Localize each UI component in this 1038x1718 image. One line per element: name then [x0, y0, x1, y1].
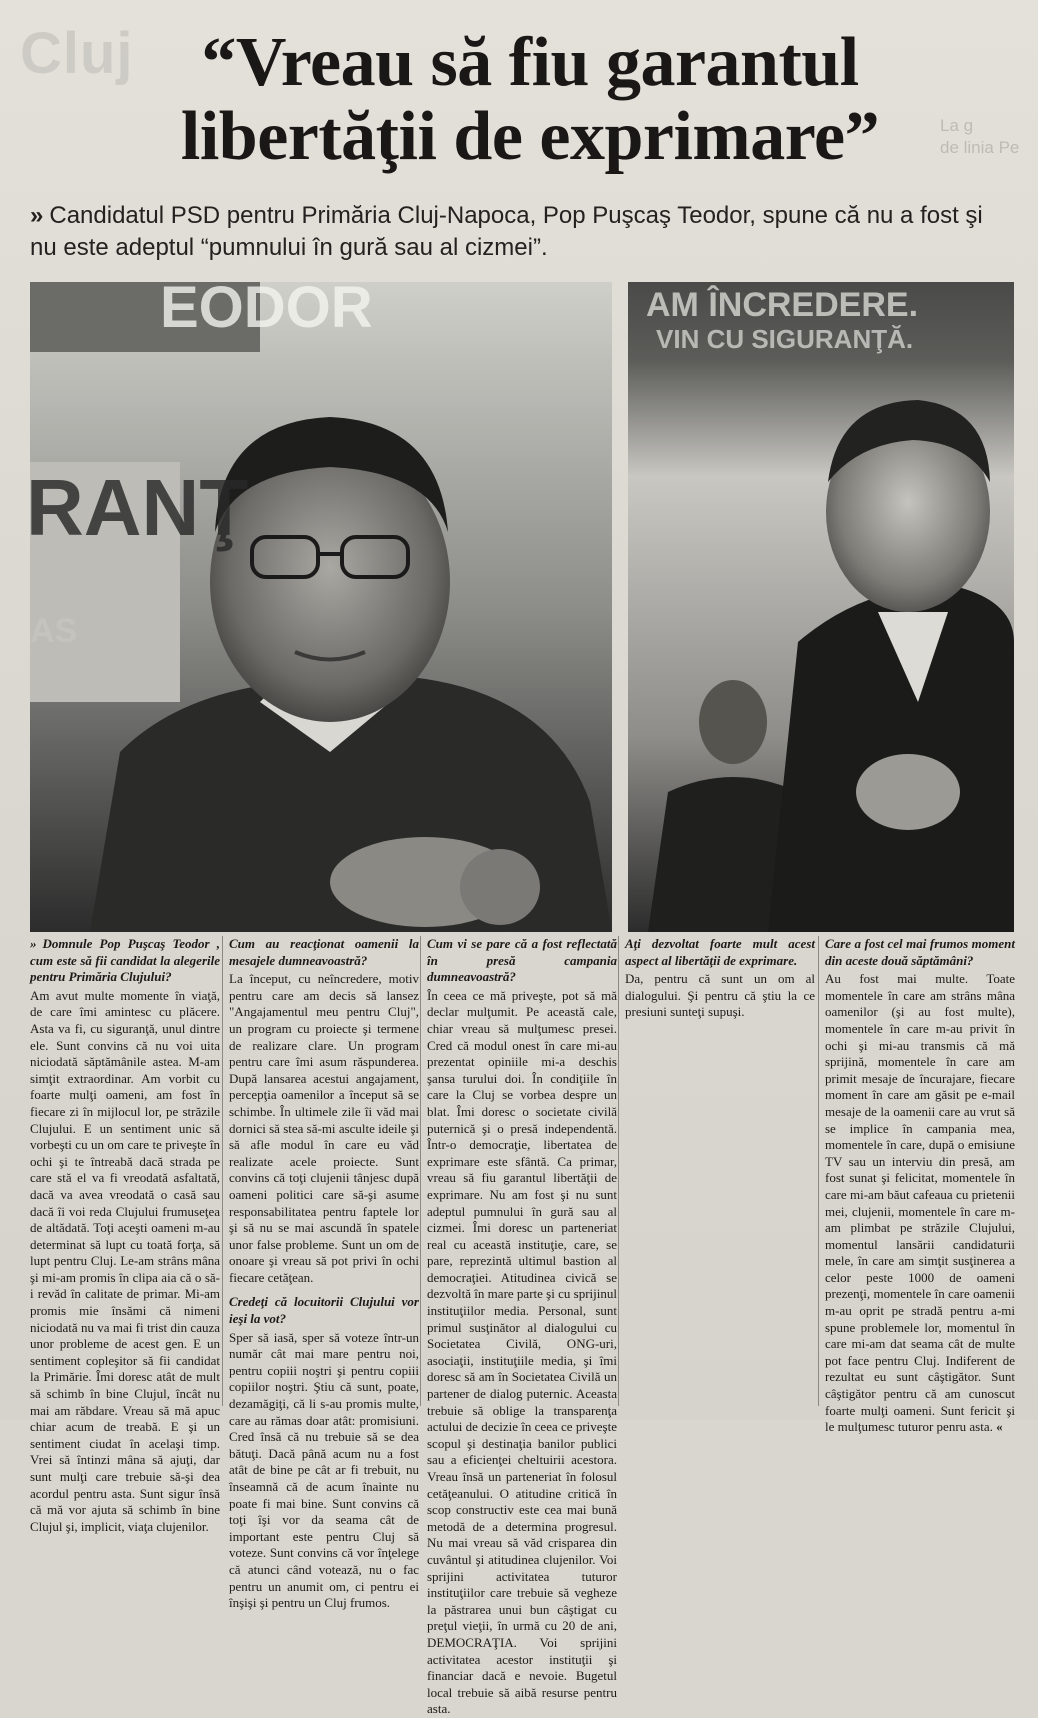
lead-paragraph	[30, 200, 1015, 264]
article-column-4	[625, 936, 815, 1406]
banner-text-side: AS	[30, 612, 78, 650]
double-arrow-icon: »	[30, 936, 37, 951]
article-column-2	[229, 936, 419, 1611]
background-snippet: La g	[940, 116, 974, 135]
answer: Sper să iasă, sper să voteze într-un număr cât mai mare pentru noi, pentru copiii noştri şi pentru copiii copiilor noştri. Ştiu că sunt, poate, dezamăgiţi, că li s-au promis multe, care au rămas doar atât: promisiuni. Cred însă că nu trebuie să se dea bătuţi. Dacă până acum nu a fost atât de bine pe cât ar fi trebuit, nu înseamnă că de acum înainte nu poate fi mai bine. Sunt convins că toţi îşi vor da seama cât de important este pentru Cluj să voteze. Sunt convins că vor înţelege că atunci când votează, nu o fac pentru un anumit om, ci pentru ei înşişi şi pentru un Cluj frumos.	[229, 1329, 419, 1611]
background-snippet: de linia Pe	[940, 138, 1020, 157]
answer: În ceea ce mă priveşte, pot să mă declar mulţumit. Pe această cale, chiar vreau să mulţumesc presei. Cred că modul onest în care mi-au prezentat opiniile mi-a deschis şansa turului doi. În condiţiile în care la Cluj se vorbea despre un blat. Îmi doresc o societate civilă puternică şi o presă independentă. Într-o democraţie, libertatea de exprimare este sfântă. Ca primar, vreau să fiu garantul libertăţii de exprimare. Nu am fost şi nu sunt adeptul pumnului în gură sau al cizmei. Îmi doresc un parteneriat real cu această instituţie, care, se pare, reprezintă ultimul bastion al democraţiei. Atitudinea civică se dezvoltă în mare parte şi cu sprijinul instituţiilor media. Personal, sunt primul susţinător al dialogului cu Societatea Civilă, ONG-uri, asociaţii, instituţiile media, şi îmi doresc să am în Societatea Civilă un partener de dialog puternic. Aceasta trebuie să oblige la transparenţa actului de decizie în ceea ce priveşte scopul şi destinaţia banilor publici sau a eficienţei cheltuirii acestora. Vreau însă un parteneriat în folosul cetăţeanului. O atitudine critică în scop constructiv este cea mai bună metodă de a determina progresul. Nu mai vreau să văd crisparea din cuvântul şi atitudinea clujenilor. Voi sprijini activitatea tuturor instituţiilor care trebuie să vegheze la păstrarea unui bun câştigat cu preţul vieţii, în urmă cu 20 de ani, DEMOCRAŢIA. Voi sprijini activitatea acestor instituţii şi financiar dacă e nevoie. Bugetul local trebuie să aibă resurse pentru asta.	[427, 987, 617, 1717]
answer: La început, cu neîncredere, motiv pentru care am decis să lansez "Angajamentul meu pentru Cluj", un program cu proiecte şi termene de realizare clare. Un program pentru care îmi asum răspunderea. După lansarea acestui angajament, percepţia oamenilor a început să se schimbe. În ultimele zile îi văd mai dornici să stea să-mi asculte ideile şi să afle modul în care eu văd realizate acele proiecte. Sunt convins că toţi clujenii tânjesc după oameni politici care să-şi asume responsabilitatea pentru faptele lor şi să nu se mai ascundă în spatele unor false probleme. Sunt un om de onoare şi vreau să pot privi în ochi fiecare cetăţean.	[229, 971, 419, 1285]
article-column-5	[825, 936, 1015, 1435]
question: Care a fost cel mai frumos moment din aceste două săptămâni?	[825, 936, 1015, 968]
banner-text-mid: RANŢ	[26, 463, 249, 552]
photo-candidate-right	[628, 282, 1014, 932]
lead-text: Candidatul PSD pentru Primăria Cluj-Napoca, Pop Puşcaş Teodor, spune că nu a fost şi nu este adeptul “pumnului în gură sau al cizmei”.	[30, 202, 983, 261]
photo-candidate-left	[26, 275, 612, 932]
article-column-1	[30, 936, 220, 1534]
article-columns	[30, 936, 1015, 1717]
photo-illustration	[30, 282, 612, 932]
article-column-3	[427, 936, 617, 1717]
question	[30, 936, 220, 986]
photo-illustration	[628, 282, 1014, 932]
double-arrow-icon: »	[30, 202, 44, 229]
answer-text: Au fost mai multe. Toate momentele în care am strâns mâna oamenilor (şi au fost multe), momentele în care m-au privit în ochi şi mi-au transmis că mă sprijină, momentele în care am primit mesaje de încurajare, fiecare moment în care am găsit pe e-mail mesaje de la oamenii care au vrut să se implice în campania mea, momentele în care, după o emisiune TV sau un interviu din presă, am fost sunat şi felicitat, momentele în care mi-am băut cafeaua cu prietenii mei, clujenii, momentele în care m-am plimbat pe străzile Clujului, momentul lansării candidaturii mele, în care am simţit susţinerea a celor peste 1000 de oameni prezenţi, momentele în care oamenii m-au oprit pe stradă pentru a-mi spune problemele lor, momentul în care mi-am dat seama cât de multe pot face pentru Cluj. Indiferent de rezultat eu sunt câştigător. Sunt câştigător pentru că am cunoscut foarte mulţi oameni. Sunt fericit şi le mulţumesc tuturor penru asta.	[825, 971, 1015, 1435]
headline: “Vreau să fiu garantul libertăţii de exprimare”	[180, 24, 880, 175]
answer: Da, pentru că sunt un om al dialogului. Şi pentru că ştiu la ce presiuni sunteţi supuşi.	[625, 971, 815, 1020]
end-mark-icon: «	[996, 1419, 1003, 1435]
banner-text-line2: VIN CU SIGURANŢĂ.	[656, 324, 914, 354]
question: Credeţi că locuitorii Clujului vor ieşi la vot?	[229, 1294, 419, 1327]
background-snippets	[940, 115, 1036, 159]
banner-text-top: EODOR	[160, 275, 373, 340]
question: Cum au reacţionat oamenii la mesajele dumneavoastră?	[229, 936, 419, 968]
banner-text-line1: AM ÎNCREDERE.	[646, 286, 919, 324]
background-headline: Cluj	[20, 21, 134, 86]
question-text: Domnule Pop Puşcaş Teodor , cum este să fii candidat la alegerile pentru Primăria Clujului?	[30, 936, 220, 985]
answer: Am avut multe momente în viaţă, de care îmi amintesc cu plăcere. Asta va fi, cu siguranţă, unul dintre ele. Sunt convins că nu voi uita niciodată săptămânile astea. M-am simţit extraordinar. Am vorbit cu foarte mulţi oameni, am fost în fiecare zi în mijlocul lor, pe străzile Clujului. E un sentiment unic să vorbeşti cu un om care te priveşte în ochi şi te întreabă dacă strada pe care stă el va fi vreodată asfaltată, dacă va avea vreodată o casă sau dacă îi voi reda Clujului frumuseţea de altădată. Toţi aceşti oameni m-au determinat să lupt cu toată forţa, să lupt pentru Cluj. Le-am strâns mâna şi mi-am promis în clipa aia că o să-i revăd în calitate de primar. Mi-am promis mie însămi că nimeni niciodată nu va mai fi trist din cauza unor probleme de acest gen. E un sentiment copleşitor să fii candidat la Primărie. Îmi doresc atât de mult să schimb în bine Clujul, încât nu mai am răbdare. Vreau să mă apuc chiar acum de treabă. E şi un sentiment ciudat în acelaşi timp. Vrei să întinzi mâna să ajuţi, dar sunt mulţi care trebuie să-şi dea acordul pentru asta. Sunt sigur însă că mă vor ajuta să schimb în bine Clujul şi, implicit, viaţa clujenilor.	[30, 987, 220, 1534]
answer	[825, 971, 1015, 1436]
question: Cum vi se pare că a fost reflectată în presă campania dumneavoastră?	[427, 936, 617, 985]
question: Aţi dezvoltat foarte mult acest aspect al libertăţii de exprimare.	[625, 936, 815, 968]
